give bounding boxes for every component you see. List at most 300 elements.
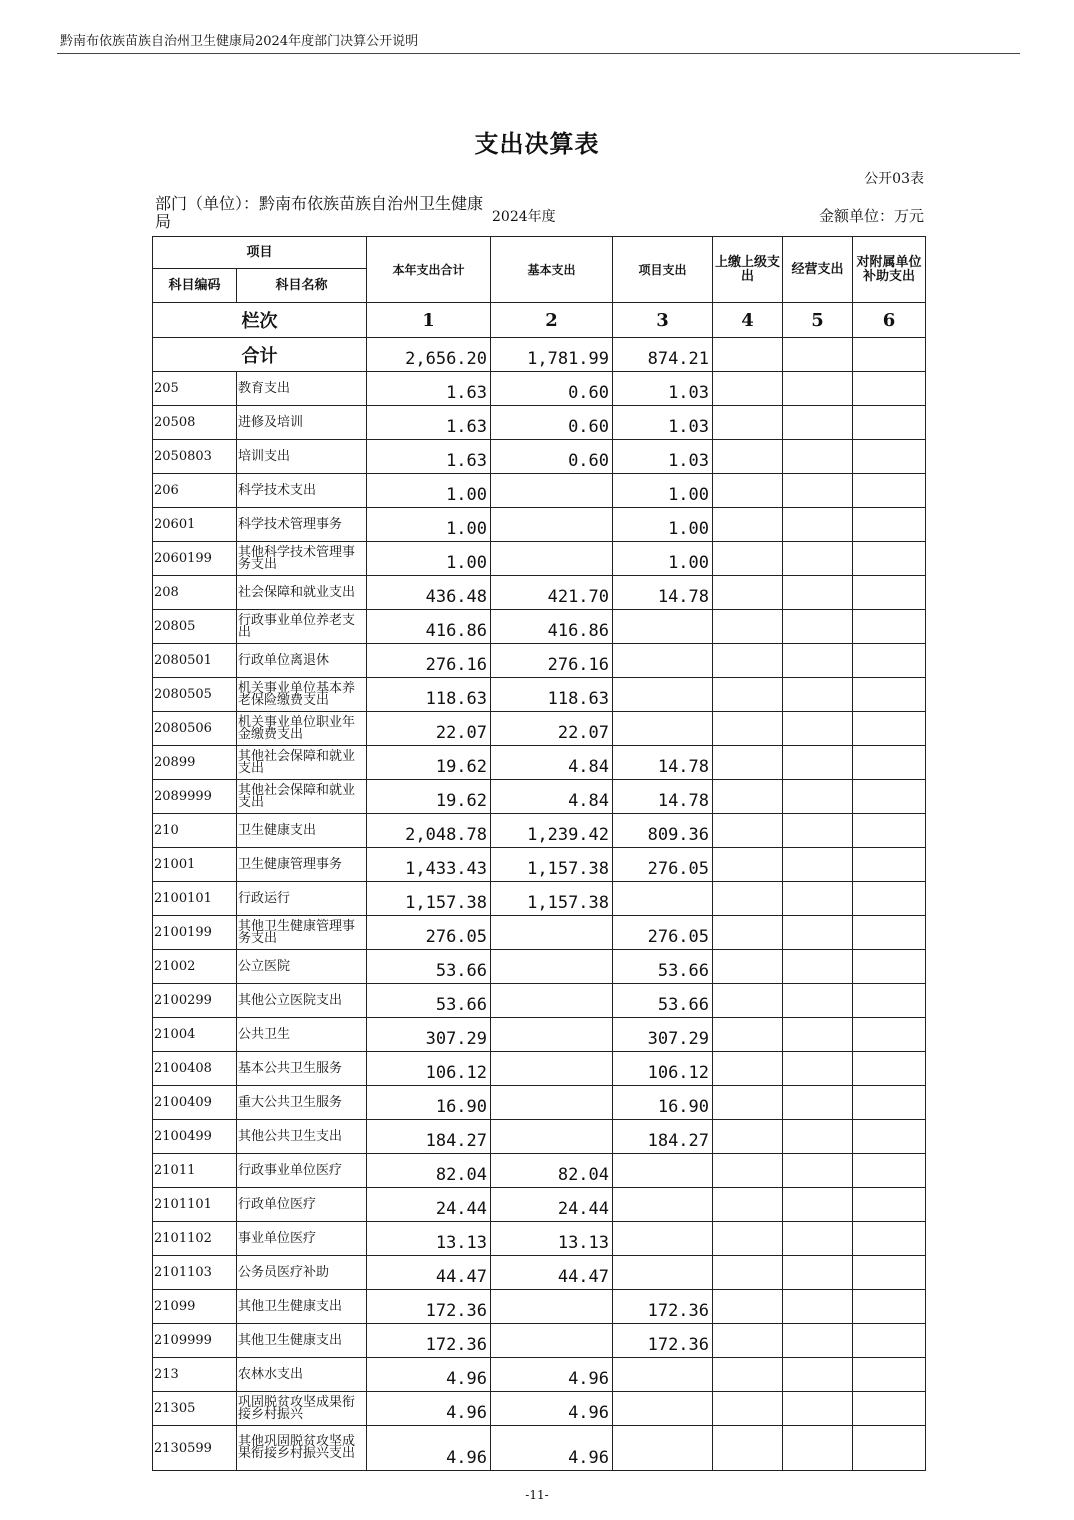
table-row bbox=[153, 542, 926, 576]
row-project: 172.36 bbox=[613, 1290, 713, 1324]
row-project: 16.90 bbox=[613, 1086, 713, 1120]
row-basic: 4.96 bbox=[491, 1392, 613, 1426]
row-business bbox=[783, 712, 853, 746]
row-basic: 276.16 bbox=[491, 644, 613, 678]
row-upper bbox=[713, 610, 783, 644]
table-row bbox=[153, 984, 926, 1018]
row-upper bbox=[713, 746, 783, 780]
row-basic: 22.07 bbox=[491, 712, 613, 746]
row-upper bbox=[713, 1188, 783, 1222]
row-basic bbox=[491, 1120, 613, 1154]
department-label: 部门（单位）：黔南布依族苗族自治州卫生健康局 bbox=[155, 194, 484, 231]
row-project bbox=[613, 644, 713, 678]
row-total: 4.96 bbox=[367, 1426, 491, 1471]
row-basic bbox=[491, 1052, 613, 1086]
row-code: 2100199 bbox=[153, 916, 237, 950]
row-subsidy bbox=[853, 1188, 926, 1222]
row-subsidy bbox=[853, 372, 926, 406]
row-project bbox=[613, 1256, 713, 1290]
total-project: 874.21 bbox=[613, 338, 713, 372]
row-name: 卫生健康支出 bbox=[237, 814, 367, 848]
header-upper: 上缴上级支出 bbox=[713, 237, 783, 303]
row-upper bbox=[713, 508, 783, 542]
row-upper bbox=[713, 644, 783, 678]
row-project: 53.66 bbox=[613, 984, 713, 1018]
page-title: 支出决算表 bbox=[474, 129, 600, 158]
row-subsidy bbox=[853, 1324, 926, 1358]
row-project bbox=[613, 1188, 713, 1222]
row-subsidy bbox=[853, 984, 926, 1018]
header-basic: 基本支出 bbox=[491, 237, 613, 303]
row-subsidy bbox=[853, 814, 926, 848]
row-total: 307.29 bbox=[367, 1018, 491, 1052]
row-name: 科学技术支出 bbox=[237, 474, 367, 508]
row-business bbox=[783, 406, 853, 440]
row-total: 4.96 bbox=[367, 1358, 491, 1392]
row-code: 2060199 bbox=[153, 542, 237, 576]
row-project: 184.27 bbox=[613, 1120, 713, 1154]
row-upper bbox=[713, 1018, 783, 1052]
row-name: 行政事业单位养老支出 bbox=[237, 610, 367, 644]
row-code: 210 bbox=[153, 814, 237, 848]
row-basic bbox=[491, 984, 613, 1018]
row-project: 307.29 bbox=[613, 1018, 713, 1052]
row-total: 16.90 bbox=[367, 1086, 491, 1120]
row-total: 1.00 bbox=[367, 508, 491, 542]
table-row bbox=[153, 1052, 926, 1086]
row-basic: 118.63 bbox=[491, 678, 613, 712]
row-total: 416.86 bbox=[367, 610, 491, 644]
table-row bbox=[153, 916, 926, 950]
header-name: 科目名称 bbox=[237, 269, 367, 303]
row-project bbox=[613, 1426, 713, 1471]
row-business bbox=[783, 610, 853, 644]
row-business bbox=[783, 1188, 853, 1222]
running-header: 黔南布依族苗族自治州卫生健康局2024年度部门决算公开说明 bbox=[60, 34, 419, 49]
row-code: 21001 bbox=[153, 848, 237, 882]
table-row bbox=[153, 644, 926, 678]
row-subsidy bbox=[853, 746, 926, 780]
total-upper bbox=[713, 338, 783, 372]
row-name: 进修及培训 bbox=[237, 406, 367, 440]
row-upper bbox=[713, 916, 783, 950]
row-project: 1.03 bbox=[613, 440, 713, 474]
col-index-1: 1 bbox=[367, 303, 491, 338]
header-business: 经营支出 bbox=[783, 237, 853, 303]
row-subsidy bbox=[853, 406, 926, 440]
row-subsidy bbox=[853, 508, 926, 542]
table-row bbox=[153, 1018, 926, 1052]
row-business bbox=[783, 576, 853, 610]
row-business bbox=[783, 372, 853, 406]
row-upper bbox=[713, 780, 783, 814]
row-total: 53.66 bbox=[367, 984, 491, 1018]
total-amount: 2,656.20 bbox=[367, 338, 491, 372]
row-name: 其他社会保障和就业支出 bbox=[237, 780, 367, 814]
row-business bbox=[783, 1358, 853, 1392]
header-divider bbox=[57, 53, 1020, 54]
row-business bbox=[783, 1426, 853, 1471]
row-name: 其他巩固脱贫攻坚成果衔接乡村振兴支出 bbox=[237, 1426, 367, 1471]
row-code: 2050803 bbox=[153, 440, 237, 474]
table-row bbox=[153, 1222, 926, 1256]
row-business bbox=[783, 1018, 853, 1052]
row-upper bbox=[713, 440, 783, 474]
table-row bbox=[153, 610, 926, 644]
row-basic bbox=[491, 508, 613, 542]
table-row bbox=[153, 814, 926, 848]
row-subsidy bbox=[853, 848, 926, 882]
row-business bbox=[783, 1222, 853, 1256]
row-code: 2100409 bbox=[153, 1086, 237, 1120]
form-number: 公开03表 bbox=[864, 171, 924, 187]
row-basic: 44.47 bbox=[491, 1256, 613, 1290]
row-basic: 4.84 bbox=[491, 780, 613, 814]
table-row bbox=[153, 1086, 926, 1120]
row-subsidy bbox=[853, 1256, 926, 1290]
row-total: 4.96 bbox=[367, 1392, 491, 1426]
table-row bbox=[153, 1392, 926, 1426]
row-project: 1.00 bbox=[613, 508, 713, 542]
row-name: 其他卫生健康管理事务支出 bbox=[237, 916, 367, 950]
row-total: 276.16 bbox=[367, 644, 491, 678]
col-index-2: 2 bbox=[491, 303, 613, 338]
col-index-6: 6 bbox=[853, 303, 926, 338]
page-number: -11- bbox=[525, 1488, 549, 1502]
row-basic bbox=[491, 1018, 613, 1052]
table-row bbox=[153, 1358, 926, 1392]
row-basic: 1,157.38 bbox=[491, 848, 613, 882]
row-business bbox=[783, 440, 853, 474]
row-upper bbox=[713, 406, 783, 440]
table-row bbox=[153, 746, 926, 780]
table-row bbox=[153, 1324, 926, 1358]
row-name: 其他公立医院支出 bbox=[237, 984, 367, 1018]
row-subsidy bbox=[853, 1426, 926, 1471]
row-upper bbox=[713, 882, 783, 916]
row-basic: 82.04 bbox=[491, 1154, 613, 1188]
row-project bbox=[613, 610, 713, 644]
row-business bbox=[783, 882, 853, 916]
row-subsidy bbox=[853, 916, 926, 950]
row-business bbox=[783, 848, 853, 882]
amount-unit: 金额单位：万元 bbox=[818, 207, 924, 225]
row-total: 82.04 bbox=[367, 1154, 491, 1188]
row-upper bbox=[713, 1086, 783, 1120]
row-upper bbox=[713, 1358, 783, 1392]
row-total: 172.36 bbox=[367, 1324, 491, 1358]
row-total: 1.63 bbox=[367, 440, 491, 474]
row-business bbox=[783, 508, 853, 542]
row-business bbox=[783, 1120, 853, 1154]
row-business bbox=[783, 950, 853, 984]
col-index-3: 3 bbox=[613, 303, 713, 338]
table-row bbox=[153, 440, 926, 474]
row-code: 2100408 bbox=[153, 1052, 237, 1086]
row-total: 172.36 bbox=[367, 1290, 491, 1324]
row-business bbox=[783, 984, 853, 1018]
table-row bbox=[153, 1188, 926, 1222]
table-row bbox=[153, 508, 926, 542]
row-business bbox=[783, 678, 853, 712]
row-total: 24.44 bbox=[367, 1188, 491, 1222]
row-total: 53.66 bbox=[367, 950, 491, 984]
row-basic bbox=[491, 1324, 613, 1358]
row-subsidy bbox=[853, 542, 926, 576]
col-index-5: 5 bbox=[783, 303, 853, 338]
row-code: 21004 bbox=[153, 1018, 237, 1052]
row-upper bbox=[713, 1392, 783, 1426]
row-upper bbox=[713, 950, 783, 984]
row-project: 1.00 bbox=[613, 542, 713, 576]
row-project: 14.78 bbox=[613, 780, 713, 814]
row-project: 1.03 bbox=[613, 406, 713, 440]
row-project bbox=[613, 1154, 713, 1188]
row-basic: 24.44 bbox=[491, 1188, 613, 1222]
row-upper bbox=[713, 1154, 783, 1188]
row-code: 2130599 bbox=[153, 1426, 237, 1471]
row-business bbox=[783, 474, 853, 508]
row-subsidy bbox=[853, 1018, 926, 1052]
row-business bbox=[783, 780, 853, 814]
row-code: 20508 bbox=[153, 406, 237, 440]
row-subsidy bbox=[853, 1290, 926, 1324]
row-business bbox=[783, 1052, 853, 1086]
row-name: 公务员医疗补助 bbox=[237, 1256, 367, 1290]
row-code: 2101103 bbox=[153, 1256, 237, 1290]
row-code: 21305 bbox=[153, 1392, 237, 1426]
row-subsidy bbox=[853, 440, 926, 474]
row-subsidy bbox=[853, 1222, 926, 1256]
row-name: 机关事业单位基本养老保险缴费支出 bbox=[237, 678, 367, 712]
row-business bbox=[783, 1324, 853, 1358]
row-name: 行政事业单位医疗 bbox=[237, 1154, 367, 1188]
row-subsidy bbox=[853, 474, 926, 508]
row-name: 公共卫生 bbox=[237, 1018, 367, 1052]
row-project bbox=[613, 1392, 713, 1426]
row-name: 培训支出 bbox=[237, 440, 367, 474]
row-basic bbox=[491, 916, 613, 950]
row-name: 行政单位离退休 bbox=[237, 644, 367, 678]
row-business bbox=[783, 1290, 853, 1324]
row-project bbox=[613, 1222, 713, 1256]
expenditure-table bbox=[152, 236, 926, 1471]
row-subsidy bbox=[853, 1154, 926, 1188]
row-name: 其他科学技术管理事务支出 bbox=[237, 542, 367, 576]
row-project: 1.00 bbox=[613, 474, 713, 508]
row-basic bbox=[491, 542, 613, 576]
table-row bbox=[153, 780, 926, 814]
total-subsidy bbox=[853, 338, 926, 372]
row-name: 其他卫生健康支出 bbox=[237, 1324, 367, 1358]
row-name: 教育支出 bbox=[237, 372, 367, 406]
row-total: 1.00 bbox=[367, 474, 491, 508]
row-basic: 4.96 bbox=[491, 1426, 613, 1471]
row-project bbox=[613, 1358, 713, 1392]
row-basic: 1,239.42 bbox=[491, 814, 613, 848]
row-business bbox=[783, 916, 853, 950]
row-business bbox=[783, 1392, 853, 1426]
row-name: 其他卫生健康支出 bbox=[237, 1290, 367, 1324]
row-subsidy bbox=[853, 712, 926, 746]
row-subsidy bbox=[853, 882, 926, 916]
row-code: 208 bbox=[153, 576, 237, 610]
row-upper bbox=[713, 1120, 783, 1154]
row-total: 1.63 bbox=[367, 406, 491, 440]
row-upper bbox=[713, 576, 783, 610]
row-basic bbox=[491, 1086, 613, 1120]
row-name: 行政运行 bbox=[237, 882, 367, 916]
header-subsidy: 对附属单位补助支出 bbox=[853, 237, 926, 303]
row-total: 276.05 bbox=[367, 916, 491, 950]
row-basic bbox=[491, 950, 613, 984]
row-subsidy bbox=[853, 780, 926, 814]
row-business bbox=[783, 542, 853, 576]
row-upper bbox=[713, 814, 783, 848]
row-total: 436.48 bbox=[367, 576, 491, 610]
table-row bbox=[153, 848, 926, 882]
fiscal-year: 2024年度 bbox=[492, 209, 556, 225]
row-name: 社会保障和就业支出 bbox=[237, 576, 367, 610]
row-basic: 0.60 bbox=[491, 440, 613, 474]
row-upper bbox=[713, 848, 783, 882]
row-upper bbox=[713, 474, 783, 508]
row-basic: 1,157.38 bbox=[491, 882, 613, 916]
table-row bbox=[153, 1154, 926, 1188]
row-business bbox=[783, 1154, 853, 1188]
header-code: 科目编码 bbox=[153, 269, 237, 303]
row-subsidy bbox=[853, 1392, 926, 1426]
row-basic: 416.86 bbox=[491, 610, 613, 644]
row-basic: 421.70 bbox=[491, 576, 613, 610]
row-subsidy bbox=[853, 1120, 926, 1154]
row-upper bbox=[713, 1426, 783, 1471]
row-project: 172.36 bbox=[613, 1324, 713, 1358]
table-row bbox=[153, 1120, 926, 1154]
row-total: 106.12 bbox=[367, 1052, 491, 1086]
row-total: 118.63 bbox=[367, 678, 491, 712]
table-row bbox=[153, 406, 926, 440]
table-row bbox=[153, 712, 926, 746]
table-row bbox=[153, 1290, 926, 1324]
row-total: 1,433.43 bbox=[367, 848, 491, 882]
row-project bbox=[613, 882, 713, 916]
row-name: 卫生健康管理事务 bbox=[237, 848, 367, 882]
header-item: 项目 bbox=[153, 237, 367, 269]
row-name: 其他社会保障和就业支出 bbox=[237, 746, 367, 780]
total-label: 合计 bbox=[153, 338, 367, 372]
row-basic bbox=[491, 474, 613, 508]
table-row bbox=[153, 474, 926, 508]
row-upper bbox=[713, 1290, 783, 1324]
row-total: 19.62 bbox=[367, 746, 491, 780]
row-basic: 0.60 bbox=[491, 406, 613, 440]
row-project bbox=[613, 712, 713, 746]
table-row bbox=[153, 1426, 926, 1471]
row-total: 44.47 bbox=[367, 1256, 491, 1290]
row-business bbox=[783, 814, 853, 848]
row-subsidy bbox=[853, 678, 926, 712]
total-business bbox=[783, 338, 853, 372]
row-project bbox=[613, 678, 713, 712]
row-name: 机关事业单位职业年金缴费支出 bbox=[237, 712, 367, 746]
row-subsidy bbox=[853, 1052, 926, 1086]
header-project: 项目支出 bbox=[613, 237, 713, 303]
row-code: 2100101 bbox=[153, 882, 237, 916]
row-name: 农林水支出 bbox=[237, 1358, 367, 1392]
row-name: 行政单位医疗 bbox=[237, 1188, 367, 1222]
row-code: 21099 bbox=[153, 1290, 237, 1324]
row-upper bbox=[713, 372, 783, 406]
row-subsidy bbox=[853, 950, 926, 984]
row-upper bbox=[713, 1256, 783, 1290]
row-code: 21002 bbox=[153, 950, 237, 984]
row-upper bbox=[713, 712, 783, 746]
row-project: 14.78 bbox=[613, 746, 713, 780]
row-name: 科学技术管理事务 bbox=[237, 508, 367, 542]
row-total: 13.13 bbox=[367, 1222, 491, 1256]
row-name: 巩固脱贫攻坚成果衔接乡村振兴 bbox=[237, 1392, 367, 1426]
row-basic: 13.13 bbox=[491, 1222, 613, 1256]
row-total: 1,157.38 bbox=[367, 882, 491, 916]
row-upper bbox=[713, 1052, 783, 1086]
row-project: 809.36 bbox=[613, 814, 713, 848]
row-upper bbox=[713, 678, 783, 712]
row-code: 21011 bbox=[153, 1154, 237, 1188]
row-business bbox=[783, 1256, 853, 1290]
row-code: 2100299 bbox=[153, 984, 237, 1018]
row-name: 事业单位医疗 bbox=[237, 1222, 367, 1256]
total-basic: 1,781.99 bbox=[491, 338, 613, 372]
row-total: 19.62 bbox=[367, 780, 491, 814]
row-name: 基本公共卫生服务 bbox=[237, 1052, 367, 1086]
table-row bbox=[153, 576, 926, 610]
row-code: 213 bbox=[153, 1358, 237, 1392]
row-subsidy bbox=[853, 1358, 926, 1392]
table-row bbox=[153, 372, 926, 406]
row-project: 1.03 bbox=[613, 372, 713, 406]
row-upper bbox=[713, 542, 783, 576]
row-upper bbox=[713, 984, 783, 1018]
row-project: 276.05 bbox=[613, 848, 713, 882]
row-code: 2080501 bbox=[153, 644, 237, 678]
row-name: 重大公共卫生服务 bbox=[237, 1086, 367, 1120]
row-total: 2,048.78 bbox=[367, 814, 491, 848]
row-total: 1.63 bbox=[367, 372, 491, 406]
col-index-4: 4 bbox=[713, 303, 783, 338]
row-business bbox=[783, 644, 853, 678]
row-subsidy bbox=[853, 644, 926, 678]
row-code: 20899 bbox=[153, 746, 237, 780]
row-code: 2080506 bbox=[153, 712, 237, 746]
row-code: 20805 bbox=[153, 610, 237, 644]
row-basic: 4.96 bbox=[491, 1358, 613, 1392]
table-row bbox=[153, 882, 926, 916]
row-code: 2101102 bbox=[153, 1222, 237, 1256]
row-project: 14.78 bbox=[613, 576, 713, 610]
row-business bbox=[783, 1086, 853, 1120]
row-code: 2100499 bbox=[153, 1120, 237, 1154]
row-code: 2080505 bbox=[153, 678, 237, 712]
header-total: 本年支出合计 bbox=[367, 237, 491, 303]
row-basic: 4.84 bbox=[491, 746, 613, 780]
row-total: 1.00 bbox=[367, 542, 491, 576]
row-upper bbox=[713, 1222, 783, 1256]
row-name: 公立医院 bbox=[237, 950, 367, 984]
row-subsidy bbox=[853, 576, 926, 610]
row-name: 其他公共卫生支出 bbox=[237, 1120, 367, 1154]
row-subsidy bbox=[853, 610, 926, 644]
